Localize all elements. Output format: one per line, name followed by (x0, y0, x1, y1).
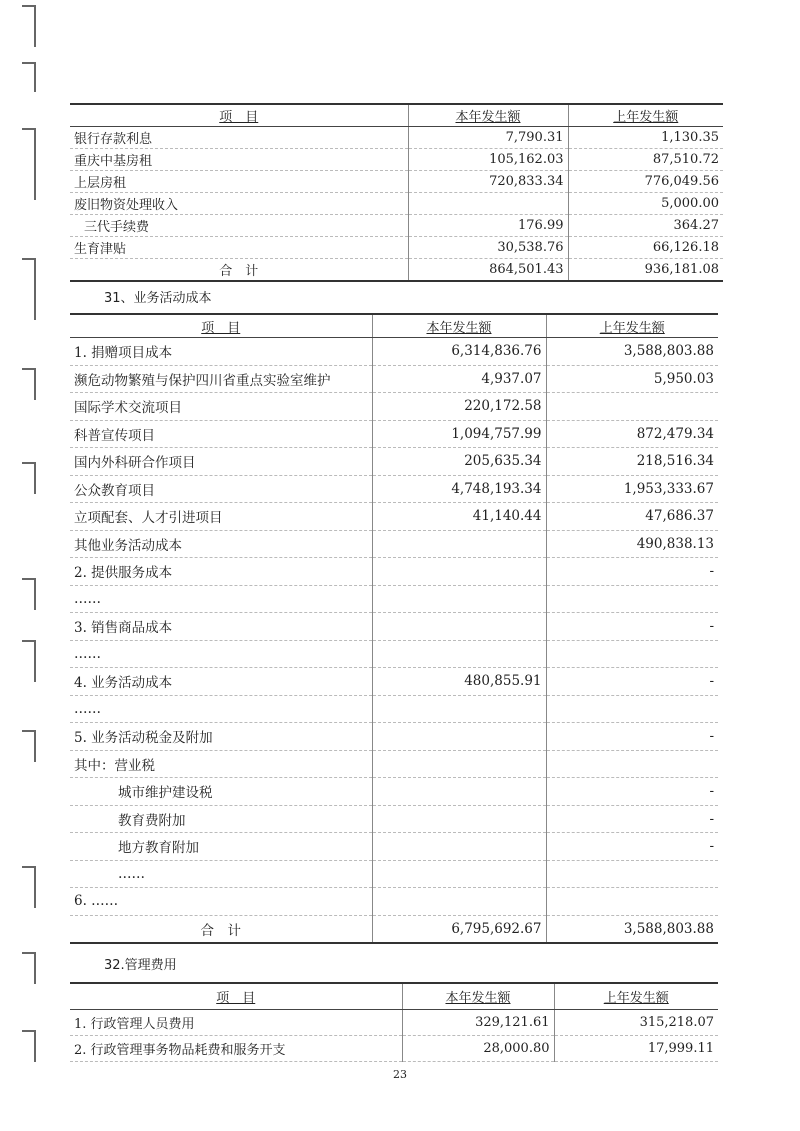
row-previous: 218,516.34 (546, 448, 718, 476)
row-previous: 66,126.18 (568, 237, 723, 259)
row-previous: 47,686.37 (546, 503, 718, 531)
table-row (70, 585, 718, 613)
row-previous: - (546, 778, 718, 806)
row-previous: - (546, 613, 718, 641)
row-current: 329,121.61 (402, 1010, 554, 1036)
row-item: 其他业务活动成本 (70, 530, 372, 558)
table-header-row (70, 104, 723, 127)
row-previous: 87,510.72 (568, 149, 723, 171)
table-row (70, 778, 718, 806)
row-current: 176.99 (408, 215, 568, 237)
table-row (70, 448, 718, 476)
total-previous: 3,588,803.88 (546, 915, 718, 943)
row-current: 720,833.34 (408, 171, 568, 193)
binding-mark (22, 5, 36, 47)
row-item: 1. 捐赠项目成本 (70, 338, 372, 366)
binding-mark (22, 640, 36, 682)
row-previous: - (546, 668, 718, 696)
row-item: 国内外科研合作项目 (70, 448, 372, 476)
table-row (70, 1010, 718, 1036)
table-row (70, 558, 718, 586)
table-row (70, 171, 723, 193)
binding-mark (22, 952, 36, 984)
total-label: 合 计 (70, 915, 372, 943)
row-previous: 1,953,333.67 (546, 475, 718, 503)
table-row (70, 193, 723, 215)
binding-mark (22, 62, 36, 92)
row-current: 105,162.03 (408, 149, 568, 171)
row-previous: - (546, 805, 718, 833)
row-current: 41,140.44 (372, 503, 546, 531)
row-item: 城市维护建设税 (70, 778, 372, 806)
row-item: 生育津贴 (70, 237, 408, 259)
admin-expense-table (70, 982, 718, 1062)
row-item: 科普宣传项目 (70, 420, 372, 448)
section-32-title: 32.管理费用 (104, 958, 177, 973)
binding-mark (22, 730, 36, 762)
table-row (70, 503, 718, 531)
row-previous (546, 860, 718, 888)
row-item: 4. 业务活动成本 (70, 668, 372, 696)
table-row (70, 613, 718, 641)
row-current (372, 860, 546, 888)
row-item: …… (70, 640, 372, 668)
header-current: 本年发生额 (408, 104, 568, 127)
row-current (372, 585, 546, 613)
row-current (372, 695, 546, 723)
row-current (372, 723, 546, 751)
business-cost-table (70, 313, 718, 944)
page-number: 23 (393, 1068, 407, 1081)
header-item: 项 目 (70, 104, 408, 127)
total-previous: 936,181.08 (568, 259, 723, 282)
binding-mark (22, 368, 36, 400)
table-row (70, 833, 718, 861)
row-previous (546, 640, 718, 668)
total-current: 6,795,692.67 (372, 915, 546, 943)
row-current: 4,937.07 (372, 365, 546, 393)
row-item: 2. 行政管理事务物品耗费和服务开支 (70, 1036, 402, 1062)
row-previous (546, 585, 718, 613)
row-current: 6,314,836.76 (372, 338, 546, 366)
table-row (70, 723, 718, 751)
table-row (70, 149, 723, 171)
table-row (70, 393, 718, 421)
table-row (70, 215, 723, 237)
row-current (372, 888, 546, 916)
binding-mark (22, 1030, 36, 1062)
row-previous: 490,838.13 (546, 530, 718, 558)
row-current (372, 558, 546, 586)
row-current: 220,172.58 (372, 393, 546, 421)
table-header-row (70, 983, 718, 1010)
row-item: 废旧物资处理收入 (70, 193, 408, 215)
row-current: 7,790.31 (408, 127, 568, 149)
table-row (70, 640, 718, 668)
row-current (372, 778, 546, 806)
row-current: 30,538.76 (408, 237, 568, 259)
header-item: 项 目 (70, 983, 402, 1010)
row-current (408, 193, 568, 215)
binding-mark (22, 866, 36, 908)
row-item: 三代手续费 (70, 215, 408, 237)
row-item: 公众教育项目 (70, 475, 372, 503)
row-item: 国际学术交流项目 (70, 393, 372, 421)
table-row (70, 1036, 718, 1062)
row-current (372, 750, 546, 778)
other-income-table (70, 103, 723, 282)
header-previous: 上年发生额 (554, 983, 718, 1010)
header-previous: 上年发生额 (568, 104, 723, 127)
table-row (70, 888, 718, 916)
table-row (70, 420, 718, 448)
row-item: 立项配套、人才引进项目 (70, 503, 372, 531)
table-row (70, 530, 718, 558)
total-label: 合 计 (70, 259, 408, 282)
row-previous: 872,479.34 (546, 420, 718, 448)
binding-mark (22, 578, 36, 610)
row-item: 重庆中基房租 (70, 149, 408, 171)
row-item: …… (70, 585, 372, 613)
table-row (70, 365, 718, 393)
total-current: 864,501.43 (408, 259, 568, 282)
row-item: …… (70, 860, 372, 888)
row-previous: - (546, 558, 718, 586)
row-item: 3. 销售商品成本 (70, 613, 372, 641)
row-current: 205,635.34 (372, 448, 546, 476)
row-item: 银行存款利息 (70, 127, 408, 149)
row-previous (546, 695, 718, 723)
row-item: …… (70, 695, 372, 723)
row-current: 4,748,193.34 (372, 475, 546, 503)
section-31-title: 31、业务活动成本 (104, 291, 212, 306)
row-previous (546, 750, 718, 778)
row-previous: 776,049.56 (568, 171, 723, 193)
table-row (70, 860, 718, 888)
header-item: 项 目 (70, 314, 372, 338)
table-row (70, 127, 723, 149)
row-previous: 315,218.07 (554, 1010, 718, 1036)
table-row (70, 475, 718, 503)
row-current (372, 805, 546, 833)
row-item: 其中：营业税 (70, 750, 372, 778)
row-item: 5. 业务活动税金及附加 (70, 723, 372, 751)
row-previous: 5,000.00 (568, 193, 723, 215)
table-row (70, 805, 718, 833)
total-row (70, 915, 718, 943)
binding-mark (22, 462, 36, 494)
row-current: 28,000.80 (402, 1036, 554, 1062)
row-item: 教育费附加 (70, 805, 372, 833)
row-item: 上层房租 (70, 171, 408, 193)
row-current (372, 833, 546, 861)
row-current (372, 613, 546, 641)
table-row (70, 338, 718, 366)
table-header-row (70, 314, 718, 338)
table-row (70, 668, 718, 696)
row-previous: 17,999.11 (554, 1036, 718, 1062)
row-previous: 3,588,803.88 (546, 338, 718, 366)
row-item: 2. 提供服务成本 (70, 558, 372, 586)
table-row (70, 695, 718, 723)
row-previous (546, 888, 718, 916)
row-item: 濒危动物繁殖与保护四川省重点实验室维护 (70, 365, 372, 393)
header-current: 本年发生额 (372, 314, 546, 338)
row-previous: 1,130.35 (568, 127, 723, 149)
row-previous: - (546, 723, 718, 751)
header-previous: 上年发生额 (546, 314, 718, 338)
total-row (70, 259, 723, 282)
row-item: 6. …… (70, 888, 372, 916)
binding-mark (22, 258, 36, 320)
header-current: 本年发生额 (402, 983, 554, 1010)
row-current: 1,094,757.99 (372, 420, 546, 448)
row-previous (546, 393, 718, 421)
row-previous: 5,950.03 (546, 365, 718, 393)
binding-mark (22, 128, 36, 200)
row-previous: - (546, 833, 718, 861)
row-current: 480,855.91 (372, 668, 546, 696)
row-item: 1. 行政管理人员费用 (70, 1010, 402, 1036)
row-current (372, 530, 546, 558)
row-item: 地方教育附加 (70, 833, 372, 861)
row-current (372, 640, 546, 668)
table-row (70, 750, 718, 778)
table-row (70, 237, 723, 259)
row-previous: 364.27 (568, 215, 723, 237)
